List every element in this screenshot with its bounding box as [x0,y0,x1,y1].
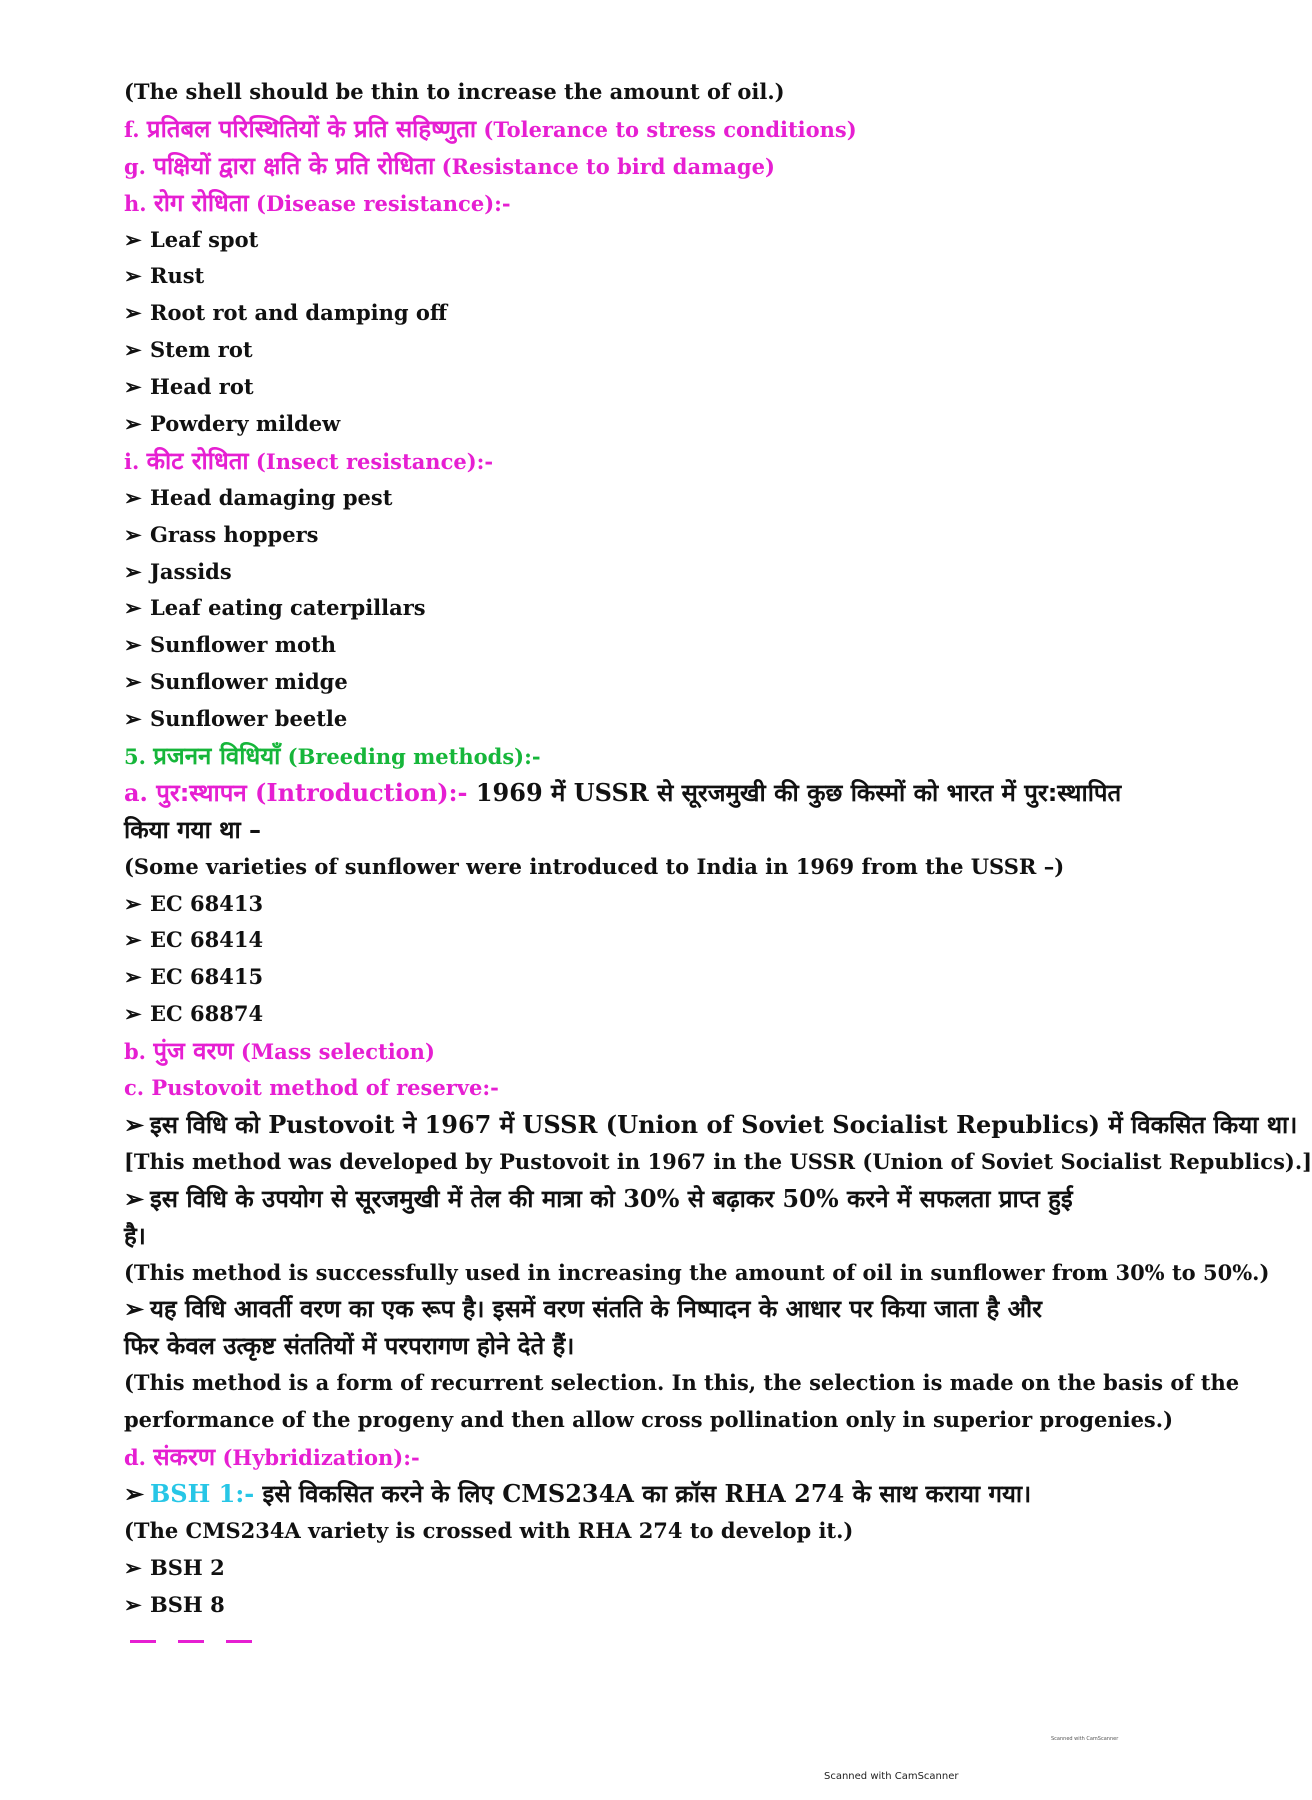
bullet-line [124,1291,1204,1328]
text-run: d. [124,1444,154,1470]
document-body [124,74,1312,1623]
text-run: है। [124,1221,146,1250]
bullet-arrow-icon: ➢ [124,1109,145,1139]
text-run: में [551,778,566,807]
bullet-line [124,554,1204,591]
text-run: Root rot and damping off [150,300,448,326]
text-run: g. [124,153,154,179]
text-run: c. Pustovoit method of reserve:- [124,1075,499,1101]
text-run: (Hybridization):- [215,1444,420,1470]
text-line [124,1255,1270,1292]
text-run: (This method is a form of recurrent selection. In this, the selection is made on the basis of the [124,1370,1240,1396]
bullet-arrow-icon: ➢ [124,263,142,289]
text-run: (Insect resistance):- [248,448,494,474]
bullet-arrow-icon: ➢ [124,337,142,363]
bullet-arrow-icon: ➢ [124,1478,145,1508]
text-run: इस विधि के उपयोग से सूरजमुखी में तेल की मात्रा को [150,1184,615,1213]
text-run: पुंज वरण [153,1037,234,1066]
text-run: EC 68414 [150,927,264,953]
text-run: Leaf eating caterpillars [150,595,426,621]
bullet-line [124,1476,1204,1513]
text-line [124,111,1204,148]
text-line [124,443,1204,480]
text-run: EC 68413 [150,890,264,916]
text-run: यह विधि आवर्ती वरण का एक रूप है। इसमें वरण संतति के निष्पादन के आधार पर किया जाता है और [150,1295,1042,1324]
text-run: Head damaging pest [150,484,393,510]
text-line [124,148,1204,185]
text-run: में विकसित किया था। [1108,1110,1298,1139]
text-run: किया गया था – [124,815,262,844]
text-run: Pustovoit [259,1109,403,1139]
text-run: BSH 8 [150,1591,225,1617]
text-run: RHA 274 [716,1478,853,1508]
text-run: BSH 2 [150,1554,225,1580]
bullet-arrow-icon: ➢ [124,1591,142,1617]
bullet-line [124,627,1204,664]
text-run: का क्रॉस [642,1479,717,1508]
text-run: इस विधि को [150,1110,260,1139]
bullet-arrow-icon: ➢ [124,669,142,695]
text-run: (Introduction):- [246,777,476,807]
text-run: (Some varieties of sunflower were introduced to India in 1969 from the USSR –) [124,853,1065,879]
bullet-arrow-icon: ➢ [124,1001,142,1027]
text-run: USSR (Union of Soviet Socialist Republics) [514,1109,1109,1139]
bullet-line [124,222,1204,259]
text-line [124,1365,1240,1402]
text-line [124,1070,1204,1107]
text-run: (The CMS234A variety is crossed with RHA 274 to develop it.) [124,1517,854,1543]
text-run: b. [124,1039,154,1065]
bullet-line [124,517,1204,554]
text-run: पक्षियों द्वारा क्षति के प्रति रोधिता [153,151,435,180]
bullet-arrow-icon: ➢ [124,1183,145,1213]
text-run: करने में सफलता प्राप्त हुई [846,1184,1073,1213]
bullet-line [124,664,1204,701]
text-run: [This method was developed by Pustovoit in 1967 in the USSR (Union of Soviet Socialist Republics).] [124,1148,1312,1174]
text-run: CMS234A [493,1478,643,1508]
bullet-arrow-icon: ➢ [124,595,142,621]
text-run: Leaf spot [150,226,259,252]
text-run: में [499,1110,515,1139]
text-run: (Tolerance to stress conditions) [476,116,857,142]
bullet-line [124,886,1204,923]
text-line [124,812,1204,849]
text-run: 1967 [416,1109,500,1139]
text-run: के साथ कराया गया। [852,1479,1032,1508]
text-run: रोग रोधिता [153,188,249,217]
bullet-line [124,1107,1298,1144]
bullet-line [124,332,1204,369]
text-run: Jassids [150,558,232,584]
text-run: Grass hoppers [150,521,319,547]
bullet-line [124,258,1204,295]
text-run: EC 68874 [150,1001,264,1027]
bullet-arrow-icon: ➢ [124,632,142,658]
bullet-line [124,701,1204,738]
text-run: 30% [614,1183,688,1213]
bullet-arrow-icon: ➢ [124,226,142,252]
text-run: फिर केवल उत्कृष्ट संततियों में परपरागण होने देते हैं। [124,1332,575,1361]
text-run: कीट रोधिता [146,446,249,475]
bullet-arrow-icon: ➢ [124,1554,142,1580]
text-line [124,1218,1204,1255]
text-run: 50% [774,1183,847,1213]
bullet-line [124,369,1204,406]
bullet-arrow-icon: ➢ [124,1294,145,1324]
text-run: EC 68415 [150,964,264,990]
text-run: Sunflower beetle [150,706,348,732]
bullet-line [124,996,1204,1033]
text-line [124,185,1204,222]
cutoff-line-fragment [130,1628,290,1638]
text-run: (Disease resistance):- [248,190,511,216]
text-run: इसे विकसित करने के लिए [262,1479,494,1508]
bullet-line [124,480,1204,517]
bullet-arrow-icon: ➢ [124,558,142,584]
bullet-arrow-icon: ➢ [124,411,142,437]
bullet-line [124,590,1204,627]
text-run: performance of the progeny and then allow cross pollination only in superior progenies.) [124,1407,1174,1433]
text-run: Rust [150,263,205,289]
text-run: (This method is successfully used in increasing the amount of oil in sunflower from 30% to 50%.) [124,1259,1270,1285]
bullet-arrow-icon: ➢ [124,521,142,547]
text-line [124,1513,1204,1550]
text-run: a. [124,777,157,807]
bullet-arrow-icon: ➢ [124,927,142,953]
bullet-arrow-icon: ➢ [124,300,142,326]
text-run: Sunflower midge [150,669,348,695]
text-run: Head rot [150,374,254,400]
text-run: USSR [565,777,658,807]
bullet-line [124,406,1204,443]
text-run: Powdery mildew [150,411,341,437]
text-line [124,1439,1204,1476]
text-run: (Resistance to bird damage) [434,153,775,179]
bullet-arrow-icon: ➢ [124,484,142,510]
text-line [124,738,1204,775]
text-line [124,1402,1204,1439]
text-run: (Mass selection) [233,1039,435,1065]
text-line [124,1033,1204,1070]
bullet-arrow-icon: ➢ [124,706,142,732]
text-run: प्रजनन विधियाँ [153,742,281,771]
text-run: पुर:स्थापन [156,778,247,807]
text-run: से सूरजमुखी की कुछ किस्मों को भारत में पुर:स्थापित [657,778,1122,807]
text-line [124,1328,1204,1365]
text-run: (The shell should be thin to increase the amount of oil.) [124,79,785,104]
text-run: से बढ़ाकर [687,1184,775,1213]
text-line [124,74,1204,111]
text-run: BSH 1:- [150,1478,263,1508]
bullet-line [124,922,1204,959]
bullet-line [124,1550,1204,1587]
text-run: Sunflower moth [150,632,336,658]
text-line [124,775,1204,812]
watermark: Scanned with CamScanner [824,1771,959,1782]
text-run: 1969 [475,777,551,807]
bullet-arrow-icon: ➢ [124,374,142,400]
bullet-line [124,1181,1204,1218]
watermark-small: Scanned with CamScanner [1051,1736,1119,1742]
text-run: ने [402,1110,417,1139]
text-run: 5. [124,744,154,770]
text-run: f. [124,116,147,142]
text-run: संकरण [153,1442,216,1471]
text-line [124,849,1204,886]
text-line [124,1144,1312,1181]
text-run: (Breeding methods):- [280,744,541,770]
bullet-line [124,959,1204,996]
text-run: प्रतिबल परिस्थितियों के प्रति सहिष्णुता [146,114,477,143]
bullet-line [124,295,1204,332]
text-run: Stem rot [150,337,253,363]
bullet-line [124,1587,1204,1624]
text-run: i. [124,448,147,474]
bullet-arrow-icon: ➢ [124,964,142,990]
text-run: h. [124,190,154,216]
bullet-arrow-icon: ➢ [124,890,142,916]
